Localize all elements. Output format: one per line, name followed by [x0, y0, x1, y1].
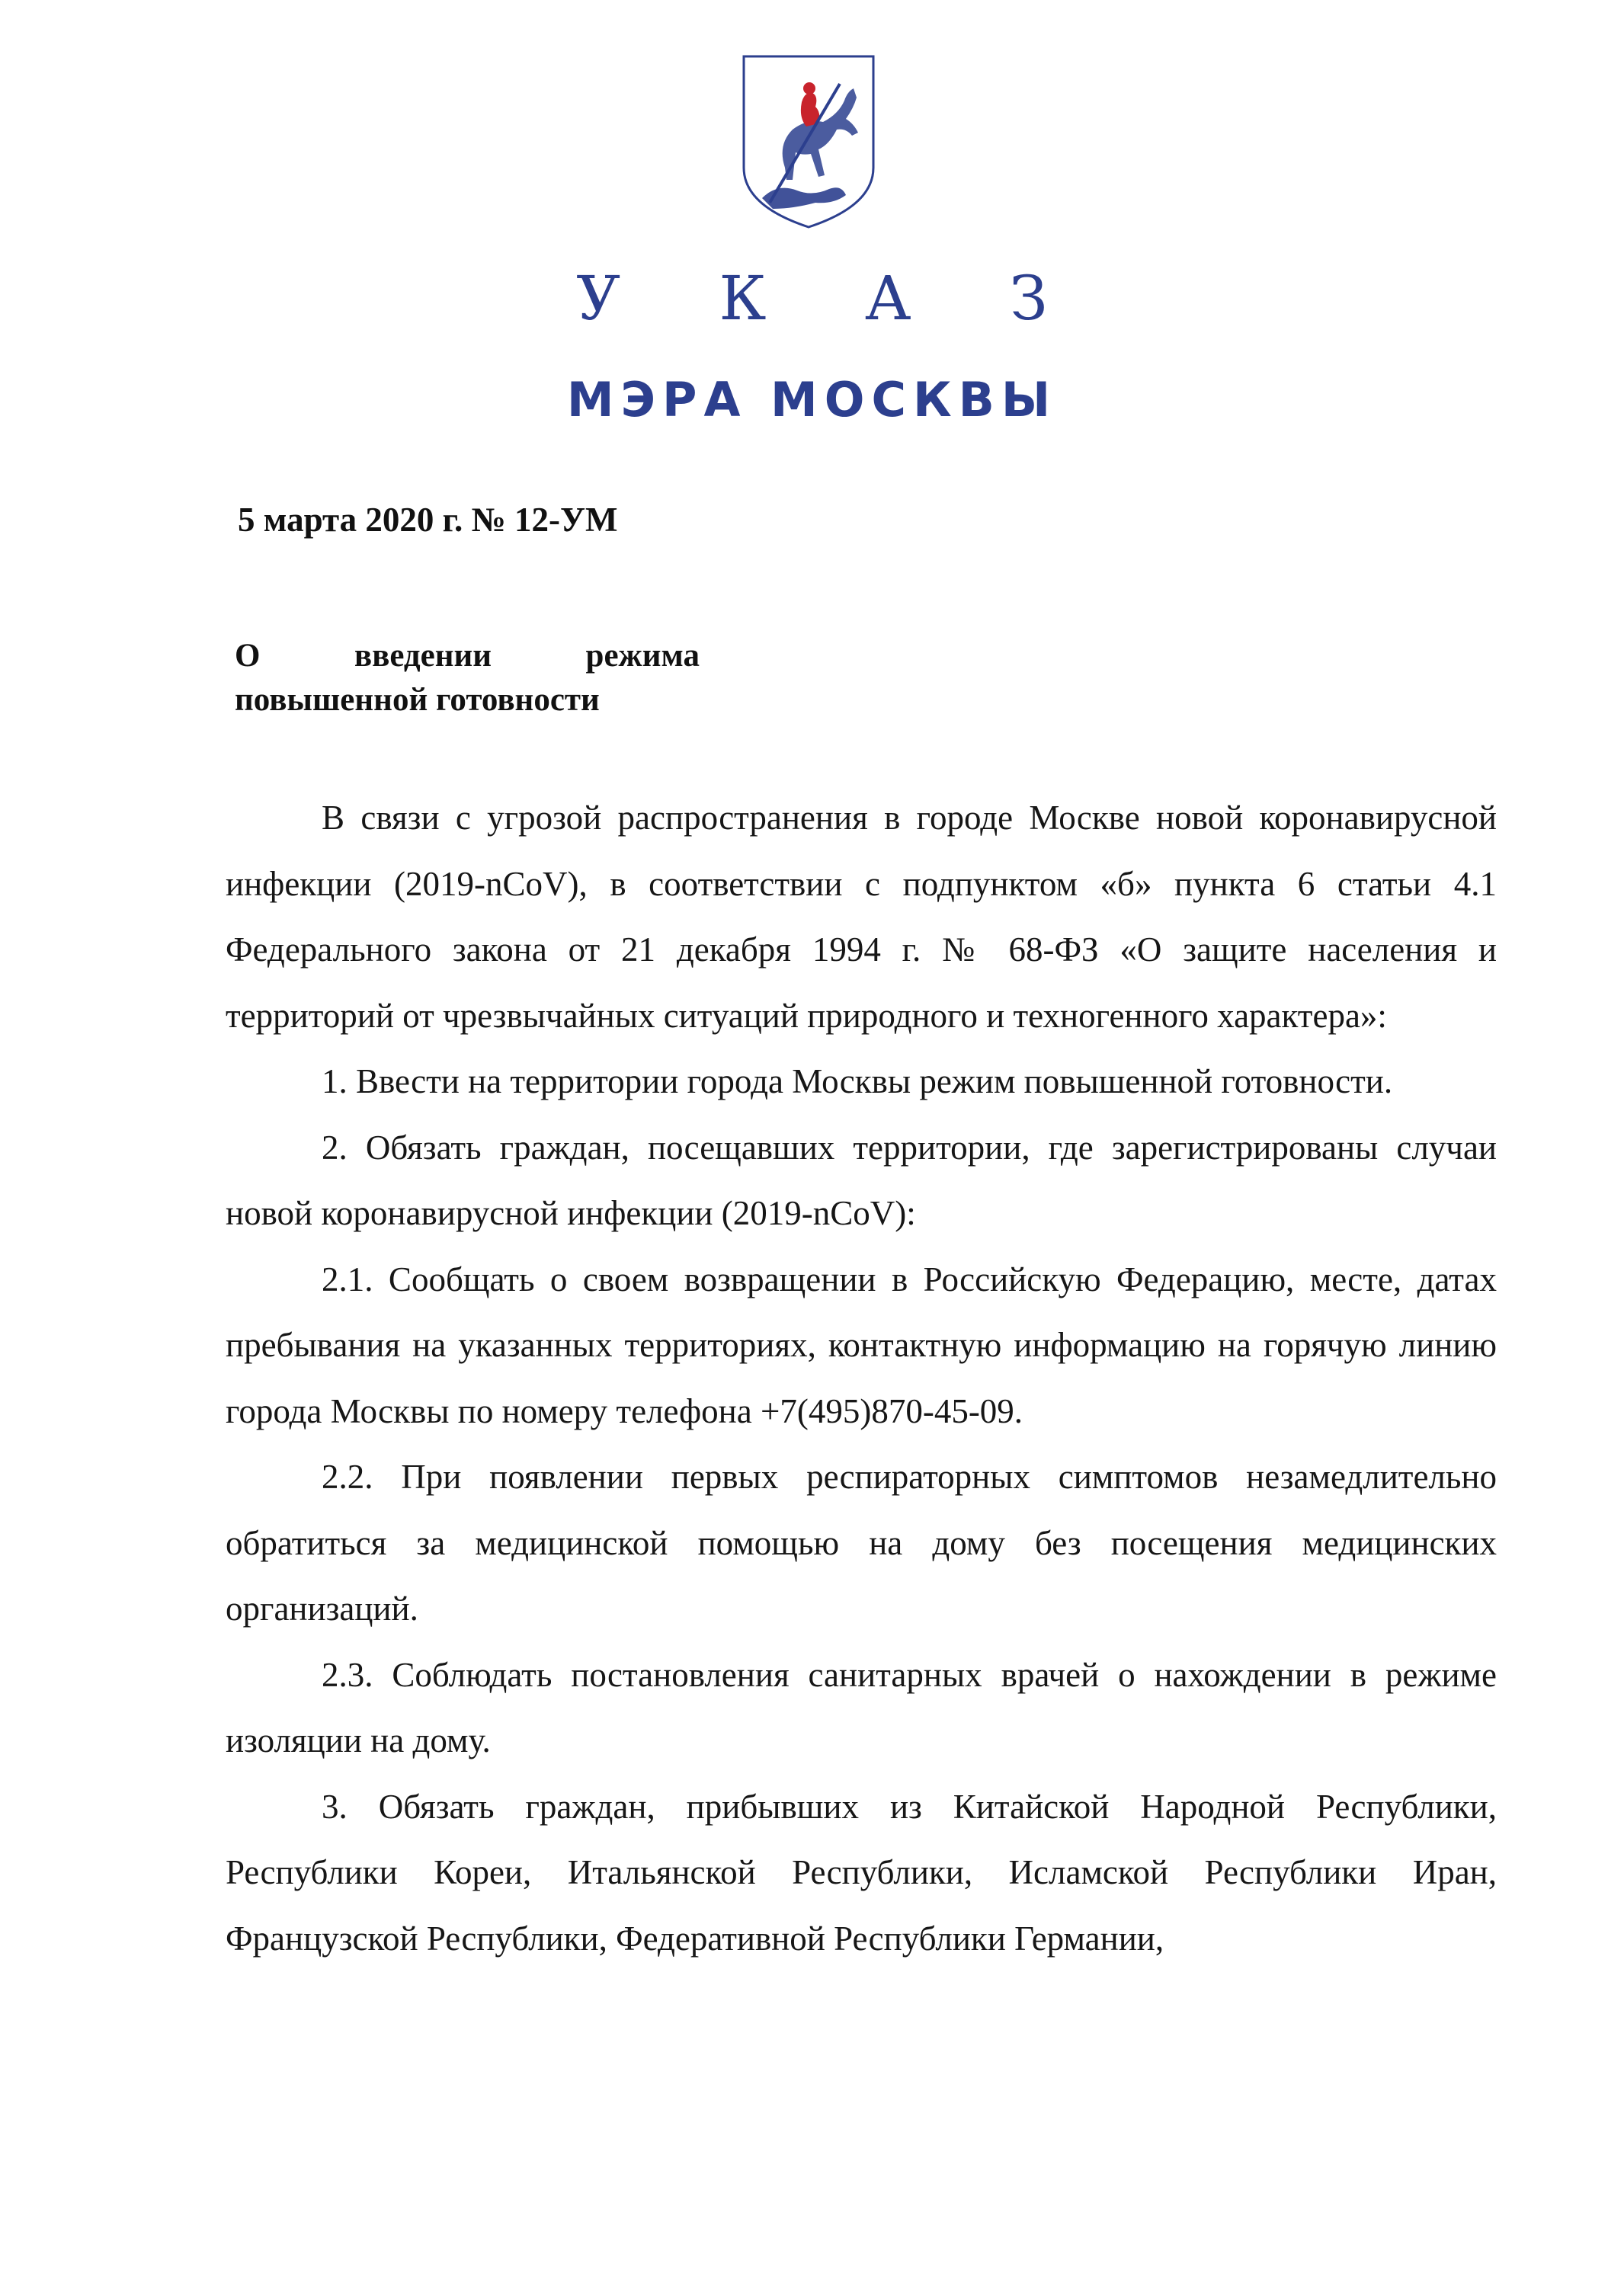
body-paragraph-item-2-3: 2.3. Соблюдать постановления санитарных врачей о нахождении в режиме изоляции на дому. [226, 1655, 1497, 1759]
body-paragraph-item-2-1: 2.1. Сообщать о своем возвращении в Российскую Федерацию, месте, датах пребывания на указанных территориях, контактную информацию на горячую линию города Москвы по номеру телефона +7(495)870-45-09. [226, 1260, 1497, 1430]
body-paragraph-item-3: 3. Обязать граждан, прибывших из Китайской Народной Республики, Республики Кореи, Итальянской Республики, Исламской Республики Иран, Французской Республики, Федеративной Республики Германии, [226, 1787, 1497, 1958]
decree-title: У К А З [576, 263, 1087, 334]
subject-word: режима [585, 638, 700, 674]
document-subject [235, 634, 700, 722]
document-subject-line-2: повышенной готовности [235, 682, 600, 718]
subject-word: введении [354, 638, 492, 674]
document-body [226, 785, 1497, 1971]
body-paragraph-preamble: В связи с угрозой распространения в городе Москве новой коронавирусной инфекции (2019-nCoV), в соответствии с подпунктом «б» пункта 6 статьи 4.1 Федерального закона от 21 декабря 1994 г. № 68-ФЗ «О защите населения и территорий от чрезвычайных ситуаций природного и техногенного характера»: [226, 799, 1497, 1035]
body-paragraph-item-1: 1. Ввести на территории города Москвы режим повышенной готовности. [322, 1062, 1393, 1100]
document-subject-line-1 [235, 634, 700, 678]
subject-word: О [235, 638, 261, 674]
body-paragraph-item-2: 2. Обязать граждан, посещавших территории, где зарегистрированы случаи новой коронавирусной инфекции (2019-nCoV): [226, 1128, 1497, 1232]
decree-issuer: МЭРА МОСКВЫ [566, 372, 1058, 427]
body-paragraph-item-2-2: 2.2. При появлении первых респираторных симптомов незамедлительно обратиться за медицинской помощью на дому без посещения медицинских организаций. [226, 1458, 1497, 1628]
document-date-number: 5 марта 2020 г. № 12-УМ [238, 501, 618, 539]
moscow-coat-of-arms-icon [739, 53, 878, 232]
